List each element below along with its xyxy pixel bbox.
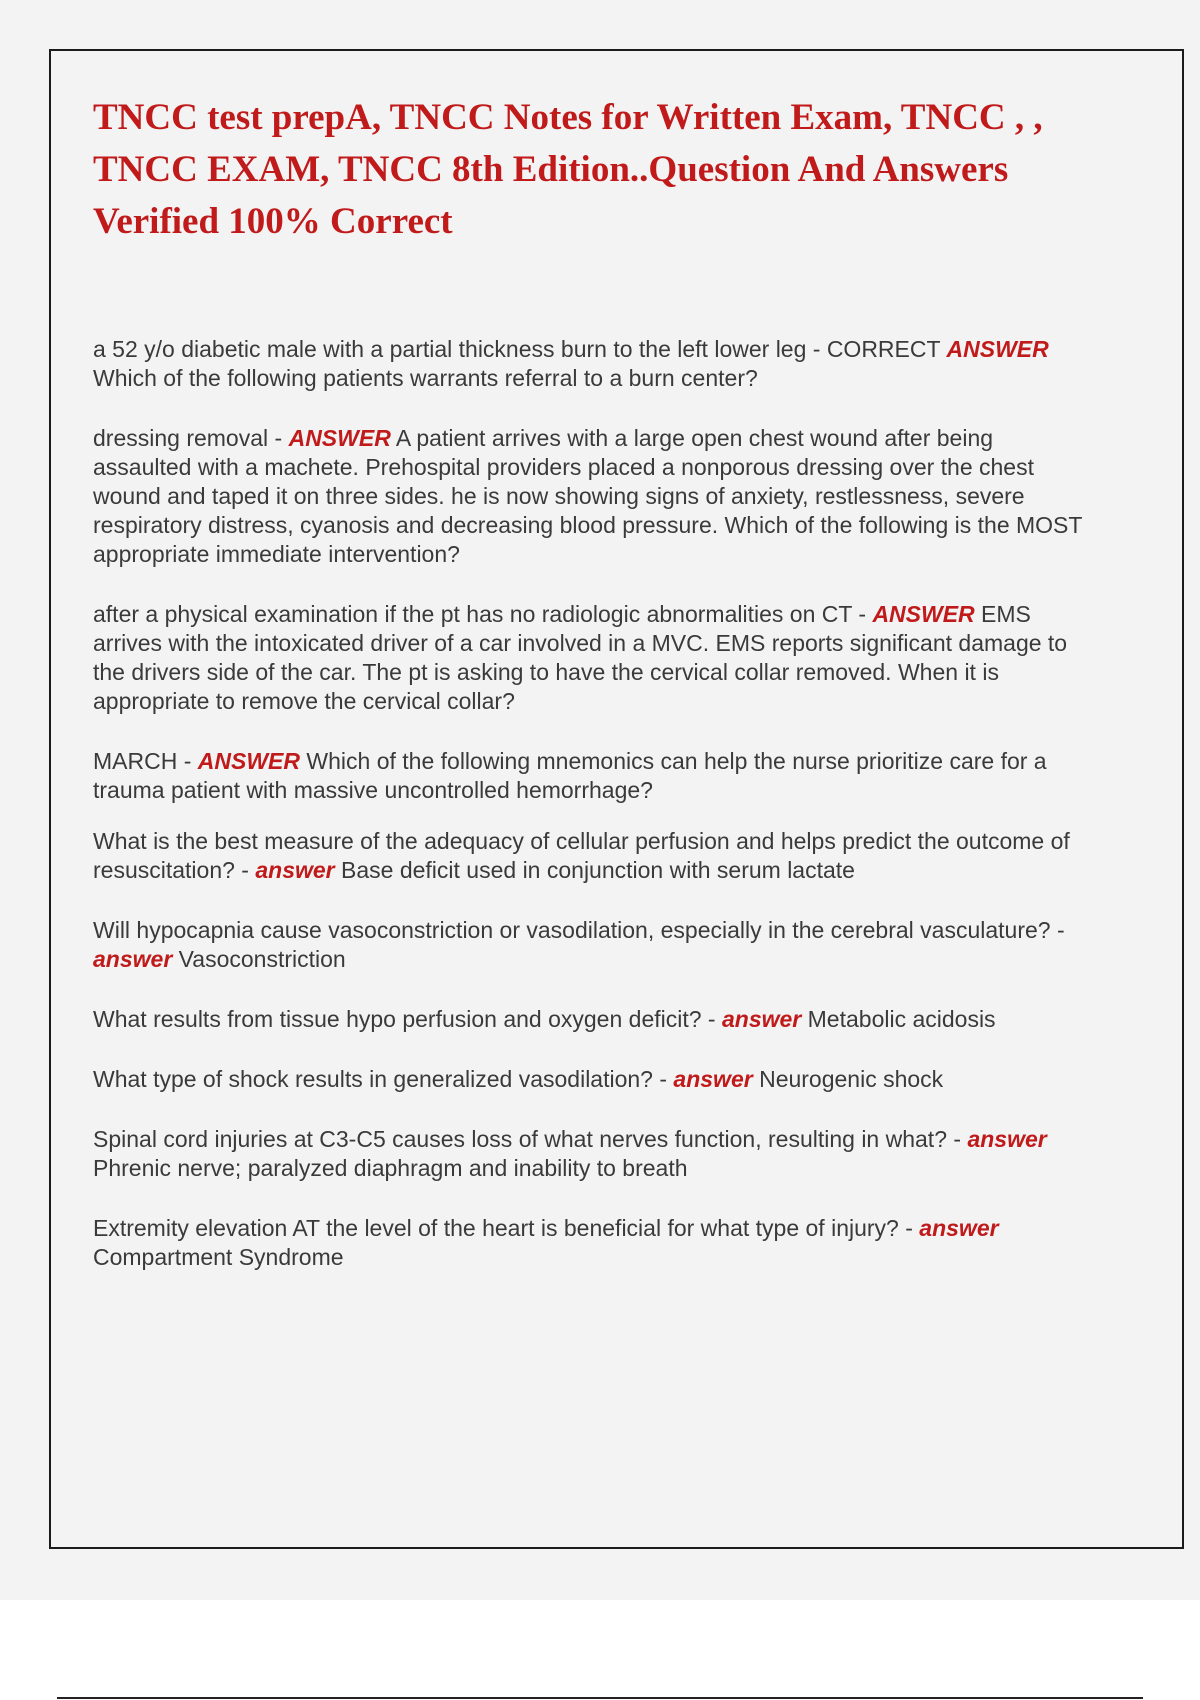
- answer-label: ANSWER: [197, 748, 301, 774]
- qa-item: [93, 1005, 1083, 1034]
- qa-text: Which of the following patients warrants referral to a burn center?: [93, 365, 758, 391]
- footer-divider: [57, 1697, 1143, 1699]
- qa-text: What is the best measure of the adequacy of cellular perfusion and helps predict the outcome of resuscitation? -: [93, 828, 1070, 883]
- qa-text: Spinal cord injuries at C3-C5 causes loss of what nerves function, resulting in what? -: [93, 1126, 968, 1152]
- qa-item: [93, 747, 1083, 805]
- qa-list: [93, 335, 1083, 1303]
- qa-item: [93, 916, 1083, 974]
- qa-text: Phrenic nerve; paralyzed diaphragm and inability to breath: [93, 1155, 688, 1181]
- qa-text: What type of shock results in generalized vasodilation? -: [93, 1066, 674, 1092]
- qa-item: [93, 424, 1083, 569]
- document-title: TNCC test prepA, TNCC Notes for Written Exam, TNCC , , TNCC EXAM, TNCC 8th Edition..Question And Answers Verified 100% Correct: [93, 97, 1043, 242]
- answer-label: answer: [721, 1006, 802, 1032]
- answer-label: answer: [673, 1066, 753, 1092]
- qa-text: Which of the following mnemonics can help the nurse prioritize care for a trauma patient with massive uncontrolled hemorrhage?: [93, 748, 1047, 803]
- answer-label: answer: [919, 1215, 999, 1241]
- qa-text: after a physical examination if the pt has no radiologic abnormalities on CT -: [93, 601, 873, 627]
- qa-item: [93, 1214, 1083, 1272]
- qa-item: [93, 1065, 1083, 1094]
- qa-text: A patient arrives with a large open chest wound after being assaulted with a machete. Prehospital providers placed a nonporous dressing over the chest wound and taped it on three sides. he is now showing signs of anxiety, restlessness, severe respiratory distress, cyanosis and decreasing blood pressure. Which of the following is the MOST appropriate immediate intervention?: [93, 425, 1083, 567]
- qa-text: Vasoconstriction: [172, 946, 346, 972]
- qa-text: a 52 y/o diabetic male with a partial thickness burn to the left lower leg - CORRECT: [93, 336, 947, 362]
- qa-text: What results from tissue hypo perfusion and oxygen deficit? -: [93, 1006, 722, 1032]
- qa-item: [93, 1125, 1083, 1183]
- answer-label: answer: [967, 1126, 1047, 1152]
- qa-item: [93, 600, 1083, 716]
- qa-text: EMS arrives with the intoxicated driver of a car involved in a MVC. EMS reports significant damage to the drivers side of the car. The pt is asking to have the cervical collar removed. When it is appropriate to remove the cervical collar?: [93, 601, 1068, 714]
- qa-text: Compartment Syndrome: [93, 1244, 344, 1270]
- qa-item: [93, 827, 1083, 885]
- qa-text: Will hypocapnia cause vasoconstriction or vasodilation, especially in the cerebral vasculature? -: [93, 917, 1065, 943]
- qa-text: Extremity elevation AT the level of the heart is beneficial for what type of injury? -: [93, 1215, 920, 1241]
- qa-text: Neurogenic shock: [752, 1066, 944, 1092]
- answer-label: ANSWER: [946, 336, 1049, 362]
- qa-text: MARCH -: [93, 748, 198, 774]
- qa-text: dressing removal -: [93, 425, 289, 451]
- answer-label: answer: [93, 946, 173, 972]
- qa-text: Metabolic acidosis: [801, 1006, 996, 1032]
- qa-text: Base deficit used in conjunction with serum lactate: [334, 857, 855, 883]
- answer-label: ANSWER: [872, 601, 975, 627]
- qa-item: [93, 335, 1083, 393]
- answer-label: answer: [255, 857, 335, 883]
- answer-label: ANSWER: [288, 425, 391, 451]
